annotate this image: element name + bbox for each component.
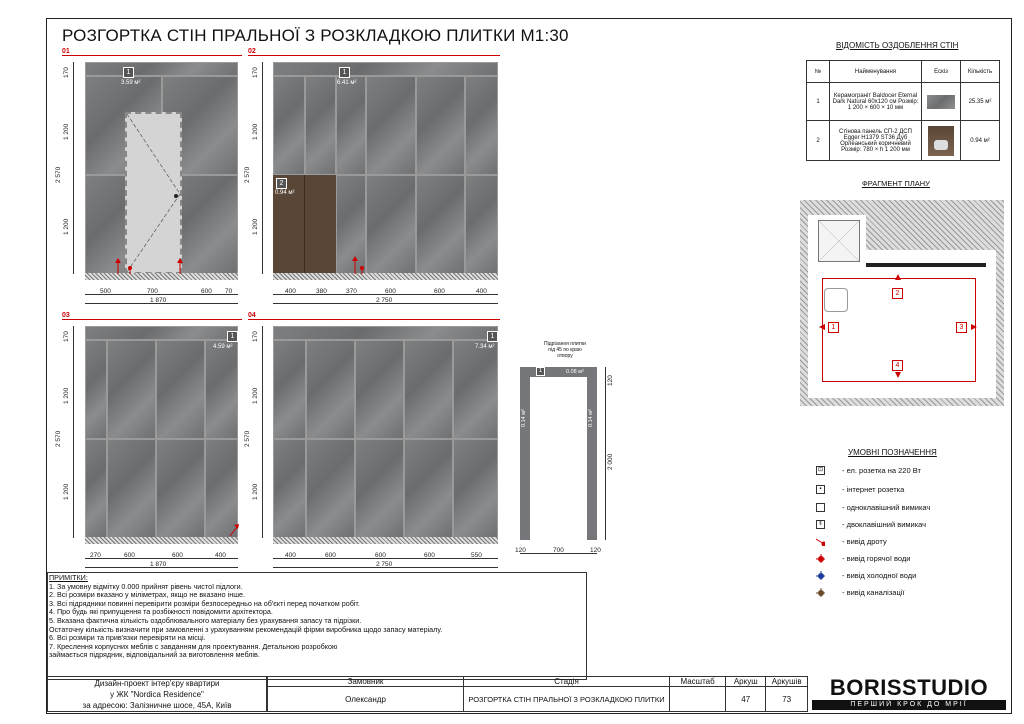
socket-icon: ⊡ bbox=[817, 467, 824, 473]
legend-item: - вивід дроту bbox=[818, 537, 887, 546]
opening-right-jamb: 0.14 м² bbox=[587, 377, 597, 540]
legend-title: УМОВНІ ПОЗНАЧЕННЯ bbox=[848, 448, 937, 457]
finish-spec-table: № Найменування Ескіз Кількість 1 Керамограніт Baldocer Eternal Dark Natural 60х120 см Розмір: 1 200 × 600 × 10 мм 25.35 м² 2 Стінова панель СП-2 ДСП Egger H1379 ST36 Дуб Орлеанський коричневий Розмір: 780 × h 1 200 мм 0.94 м² bbox=[806, 60, 1000, 161]
panel-swatch bbox=[928, 126, 954, 156]
sewer-outlet-icon bbox=[816, 588, 825, 597]
cold-water-icon bbox=[816, 571, 825, 580]
notes-block: ПРИМІТКИ: 1. За умовну відмітку 0.000 прийнят рівень чистої підлоги. 2. Всі розміри вказано у міліметрах, якщо не вказано інше. 3. Всі підрядники повинні перевірити розміри безпосередньо на об'єкті перед початком робіт. 4. Про будь які припущення та розбіжності повідомити архітектора. 5. Вказана фактична кількість оздоблювального матеріалу без урахування запасу та підрізки. Остаточну кількість визначити при замовленні з урахуванням рекомендацій фірми виробника щодо запасу матеріалу. 6. Всі розміри та прив'язки перевіряти на місці. 7. Креслення корпусних меблів с завданням для проектування. Детальною розробкою займається підрядник, відповідальний за виготовлення меблів. bbox=[49, 573, 443, 660]
utility-outlets bbox=[100, 258, 200, 274]
legend-item: - вивід горячої води bbox=[818, 554, 910, 563]
internet-socket-icon: ▪ bbox=[816, 485, 825, 494]
opening-top-tile: 1 0.08 м² bbox=[520, 367, 597, 377]
project-info: Дизайн-проект інтер'єру квартири у ЖК "Nordica Residence" за адресою: Залізничне шосе, 45А, Київ bbox=[47, 676, 267, 712]
table-row: 2 Стінова панель СП-2 ДСП Egger H1379 ST36 Дуб Орлеанський коричневий Розмір: 780 × h 1 200 мм 0.94 м² bbox=[807, 121, 1000, 161]
hot-water-icon bbox=[816, 554, 825, 563]
title-block-table: Замовник Стадія Масштаб Аркуш Аркушів Олександр РОЗГОРТКА СТІН ПРАЛЬНОЇ З РОЗКЛАДКОЮ ПЛИТКИ 47 73 bbox=[267, 676, 808, 712]
wall-elevation-04: 1 7.34 м² bbox=[273, 326, 498, 538]
legend-item: ‖ - двоклавішний вимикач bbox=[818, 520, 926, 529]
single-switch-icon bbox=[816, 503, 825, 512]
view-number-02: 02 bbox=[248, 48, 256, 55]
wire-outlet-icon bbox=[816, 537, 825, 546]
legend-item: - вивід холодної води bbox=[818, 571, 916, 580]
table-row: 1 Керамограніт Baldocer Eternal Dark Natural 60х120 см Розмір: 1 200 × 600 × 10 мм 25.35 м² bbox=[807, 83, 1000, 121]
opening-left-jamb: 0.14 м² bbox=[520, 377, 530, 540]
wall-elevation-02: 1 6.41 м² 2 0.94 м² bbox=[273, 62, 498, 274]
floor-hatch bbox=[85, 273, 238, 280]
plan-title: ФРАГМЕНТ ПЛАНУ bbox=[862, 179, 930, 188]
view-number-01: 01 bbox=[62, 48, 70, 55]
wall-elevation-01 bbox=[85, 62, 238, 274]
wall-elevation-03: 1 4.59 м² bbox=[85, 326, 238, 538]
double-switch-icon: ‖ bbox=[816, 520, 825, 529]
legend-item: ⊡ - ел. розетка на 220 Вт bbox=[817, 466, 921, 475]
area-label: 3.59 м² bbox=[121, 80, 141, 86]
door-handle-icon bbox=[174, 194, 178, 198]
studio-logo: BORISSTUDIO ПЕРШИЙ КРОК ДО МРІЇ bbox=[808, 676, 1010, 712]
view-underline bbox=[62, 55, 242, 56]
view-number-03: 03 bbox=[62, 312, 70, 319]
door bbox=[125, 112, 182, 274]
legend-item: - одноклавішний вимикач bbox=[818, 503, 930, 512]
page-title: РОЗГОРТКА СТІН ПРАЛЬНОЇ З РОЗКЛАДКОЮ ПЛИТКИ М1:30 bbox=[62, 26, 569, 45]
view-number-04: 04 bbox=[248, 312, 256, 319]
tile-swatch bbox=[927, 95, 955, 109]
plan-fragment: 2 1 3 4 bbox=[800, 200, 1004, 406]
legend-item: ▪ - інтернет розетка bbox=[818, 485, 904, 494]
finish-tag: 1 bbox=[123, 67, 134, 78]
legend-item: - вивід каналізації bbox=[818, 588, 905, 597]
spec-title: ВІДОМІСТЬ ОЗДОБЛЕННЯ СТІН bbox=[836, 41, 959, 50]
opening-note: Підрізання плитки під 45 по краю отвору bbox=[544, 341, 586, 359]
